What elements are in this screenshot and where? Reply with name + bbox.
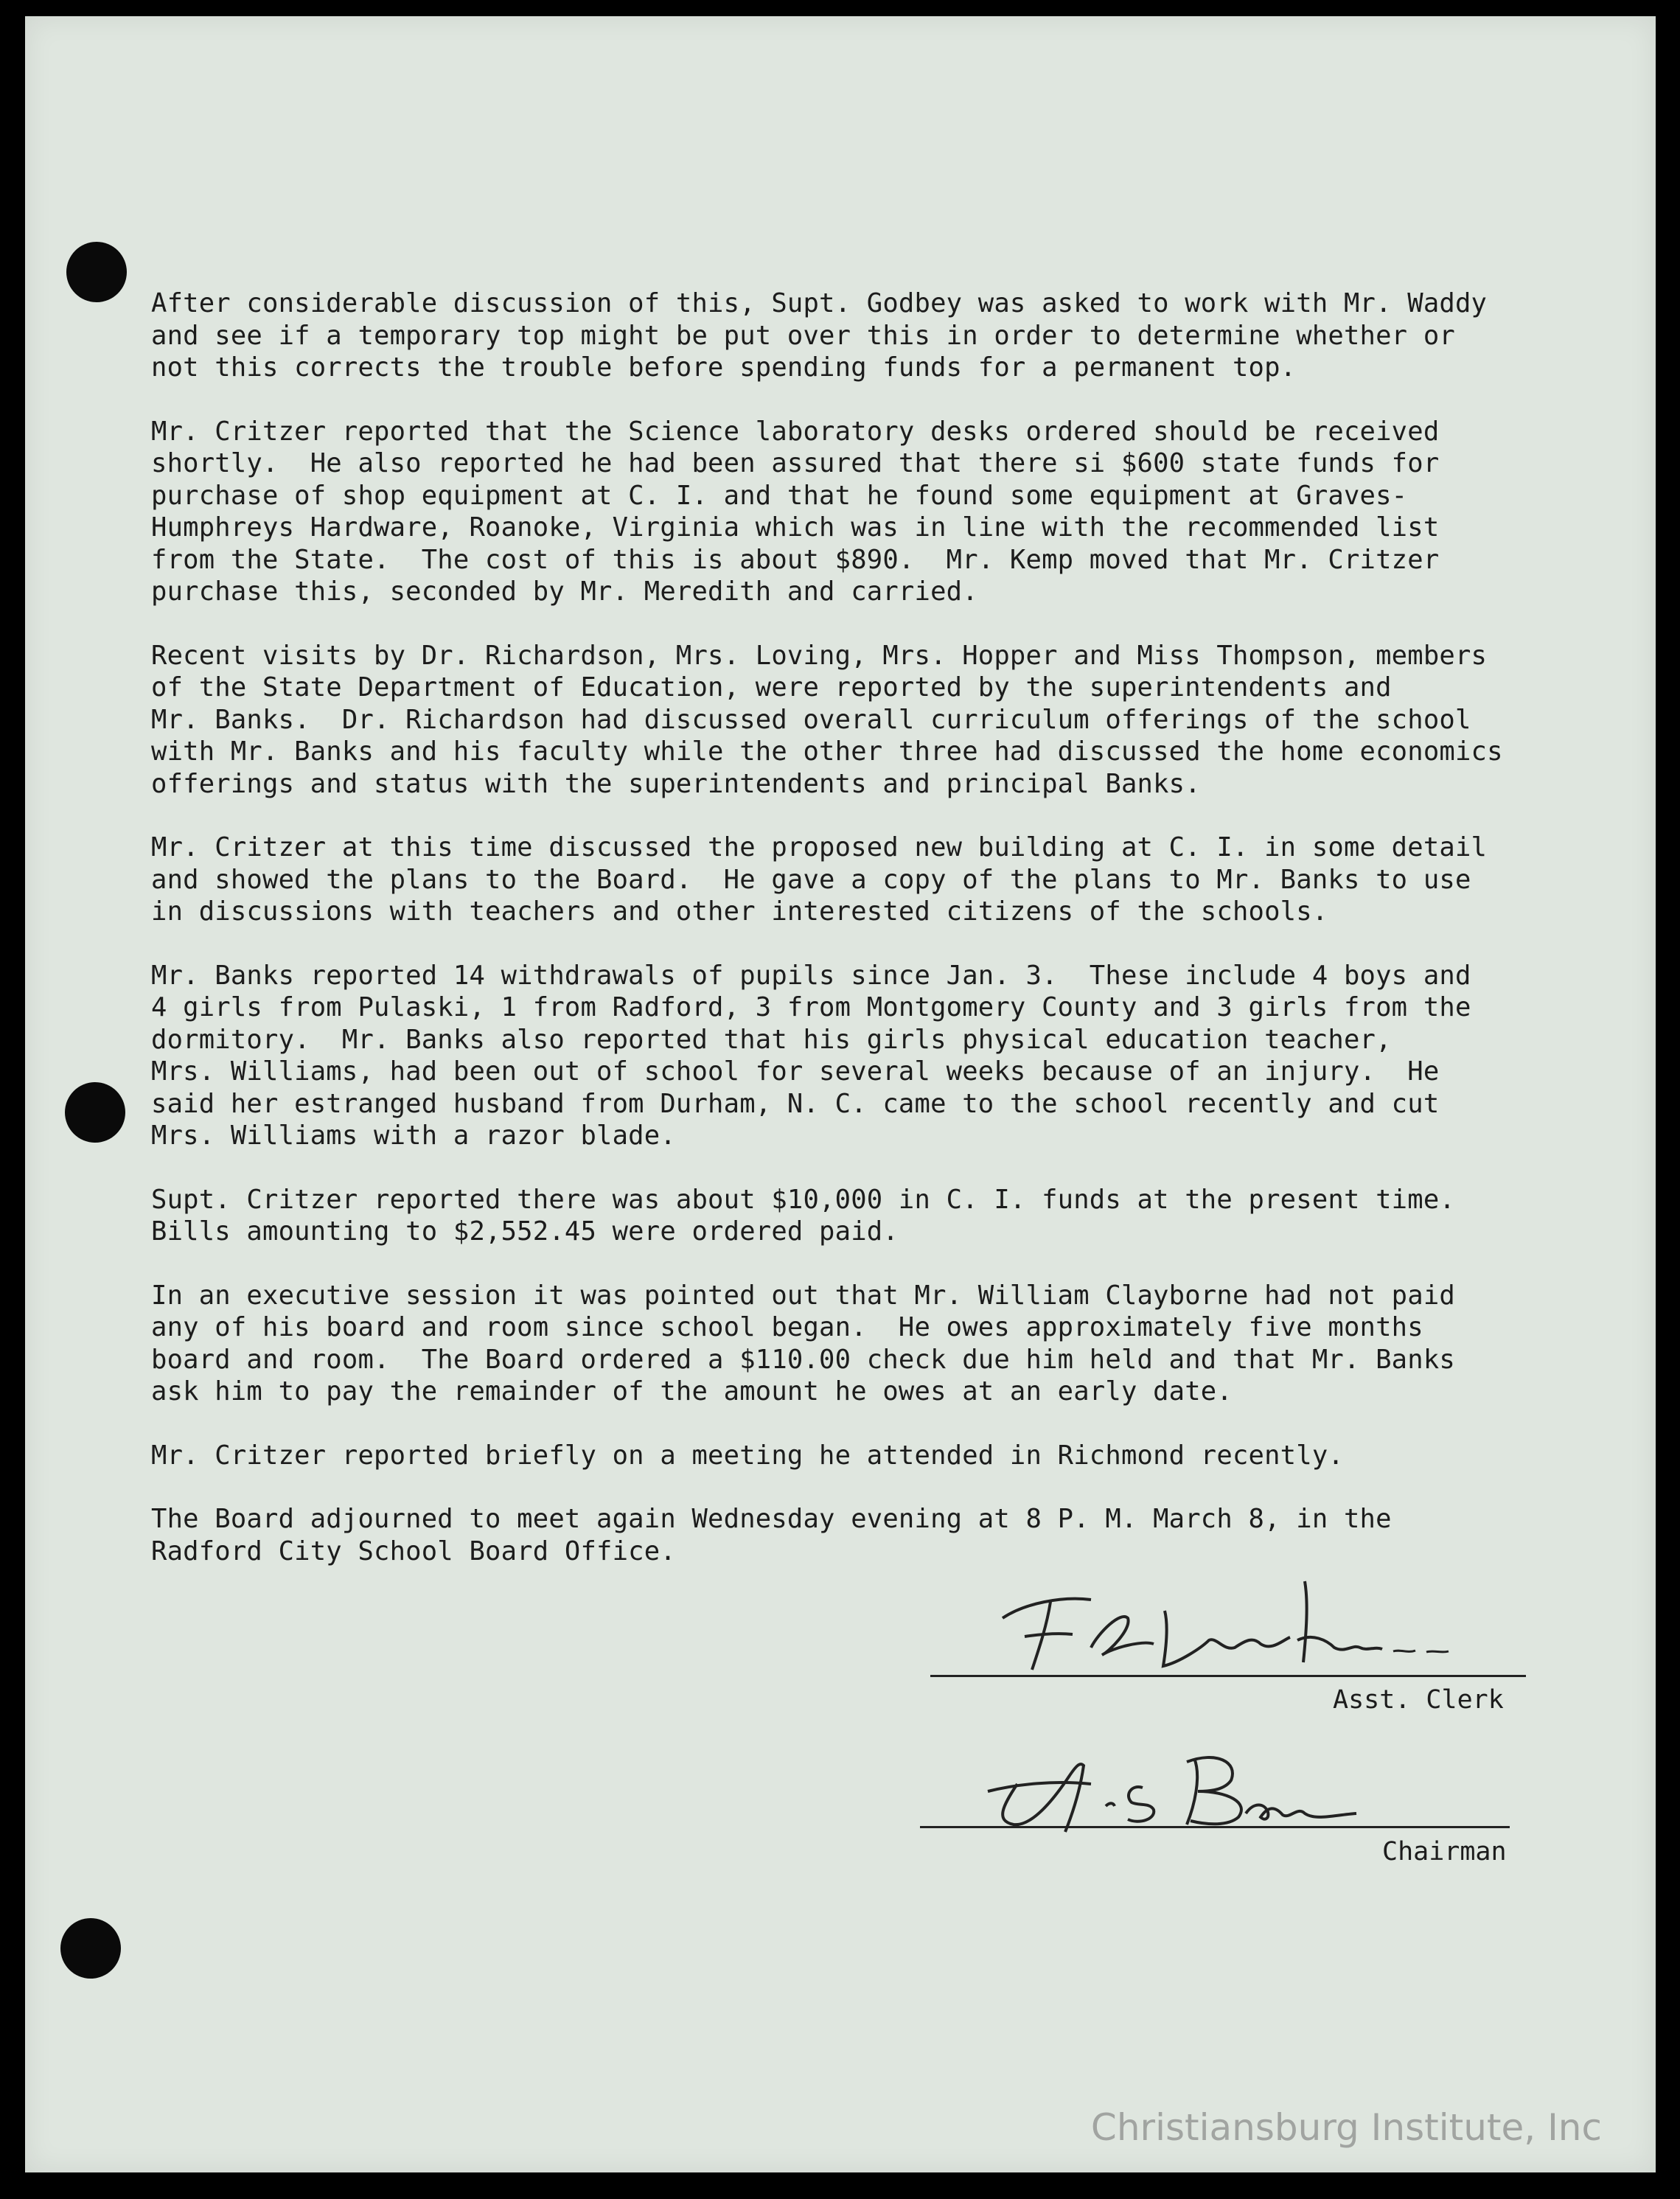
text-line: Mrs. Williams, had been out of school for several weeks because of an injury. He xyxy=(151,1056,1440,1087)
binder-hole-bottom xyxy=(60,1918,121,1979)
text-line: The Board adjourned to meet again Wednesday evening at 8 P. M. March 8, in the xyxy=(151,1504,1392,1534)
text-line: Mr. Critzer reported that the Science laboratory desks ordered should be received xyxy=(151,416,1440,447)
text-line: purchase this, seconded by Mr. Meredith and carried. xyxy=(151,576,978,607)
text-line: with Mr. Banks and his faculty while the other three had discussed the home economics xyxy=(151,736,1503,767)
binder-hole-middle xyxy=(65,1082,125,1143)
text-line: 4 girls from Pulaski, 1 from Radford, 3 from Montgomery County and 3 girls from the xyxy=(151,992,1471,1022)
paragraph-executive-session xyxy=(151,1280,1552,1408)
paragraph-richmond-meeting xyxy=(151,1440,1552,1472)
text-line: After considerable discussion of this, Supt. Godbey was asked to work with Mr. Waddy xyxy=(151,288,1488,318)
paragraph-withdrawals xyxy=(151,960,1552,1152)
text-line: Radford City School Board Office. xyxy=(151,1536,676,1567)
paragraph-state-visits xyxy=(151,640,1552,801)
paragraph-science-desks xyxy=(151,416,1552,608)
paragraph-adjournment xyxy=(151,1503,1552,1567)
clerk-signature xyxy=(980,1567,1482,1684)
text-line: not this corrects the trouble before spending funds for a permanent top. xyxy=(151,352,1297,383)
text-line: Mr. Banks reported 14 withdrawals of pupils since Jan. 3. These include 4 boys and xyxy=(151,960,1471,991)
clerk-title: Asst. Clerk xyxy=(1333,1685,1504,1715)
watermark-text: Christiansburg Institute, Inc xyxy=(1090,2106,1602,2149)
text-line: any of his board and room since school began. He owes approximately five months xyxy=(151,1312,1423,1342)
text-line: Bills amounting to $2,552.45 were ordered paid. xyxy=(151,1216,899,1247)
text-line: in discussions with teachers and other interested citizens of the schools. xyxy=(151,896,1328,927)
text-line: In an executive session it was pointed out that Mr. William Clayborne had not paid xyxy=(151,1280,1455,1311)
paragraph-new-building xyxy=(151,832,1552,928)
binder-hole-top xyxy=(66,242,127,302)
paragraph-funds xyxy=(151,1184,1552,1248)
text-line: Mrs. Williams with a razor blade. xyxy=(151,1121,676,1151)
minutes-body xyxy=(151,287,1552,1599)
text-line: Supt. Critzer reported there was about $10,000 in C. I. funds at the present time. xyxy=(151,1184,1455,1215)
text-line: said her estranged husband from Durham, N. C. came to the school recently and cut xyxy=(151,1088,1440,1119)
text-line: Mr. Critzer reported briefly on a meeting he attended in Richmond recently. xyxy=(151,1440,1344,1471)
chairman-signature-line xyxy=(920,1826,1510,1828)
text-line: of the State Department of Education, were reported by the superintendents and xyxy=(151,672,1392,703)
text-line: purchase of shop equipment at C. I. and that he found some equipment at Graves- xyxy=(151,480,1408,511)
text-line: board and room. The Board ordered a $110.00 check due him held and that Mr. Banks xyxy=(151,1344,1455,1375)
text-line: from the State. The cost of this is about $890. Mr. Kemp moved that Mr. Critzer xyxy=(151,544,1440,575)
text-line: Mr. Banks. Dr. Richardson had discussed overall curriculum offerings of the school xyxy=(151,704,1471,735)
text-line: offerings and status with the superintendents and principal Banks. xyxy=(151,768,1201,799)
text-line: dormitory. Mr. Banks also reported that his girls physical education teacher, xyxy=(151,1024,1392,1055)
chairman-title: Chairman xyxy=(1382,1837,1507,1867)
text-line: ask him to pay the remainder of the amount he owes at an early date. xyxy=(151,1376,1233,1407)
text-line: shortly. He also reported he had been assured that there si $600 state funds for xyxy=(151,448,1440,478)
text-line: Recent visits by Dr. Richardson, Mrs. Loving, Mrs. Hopper and Miss Thompson, members xyxy=(151,640,1488,671)
text-line: Humphreys Hardware, Roanoke, Virginia which was in line with the recommended list xyxy=(151,512,1440,543)
paragraph-temporary-top xyxy=(151,287,1552,384)
text-line: and see if a temporary top might be put over this in order to determine whether or xyxy=(151,320,1455,351)
text-line: Mr. Critzer at this time discussed the proposed new building at C. I. in some detail xyxy=(151,832,1488,862)
clerk-signature-line xyxy=(930,1675,1526,1677)
text-line: and showed the plans to the Board. He gave a copy of the plans to Mr. Banks to use xyxy=(151,864,1471,895)
